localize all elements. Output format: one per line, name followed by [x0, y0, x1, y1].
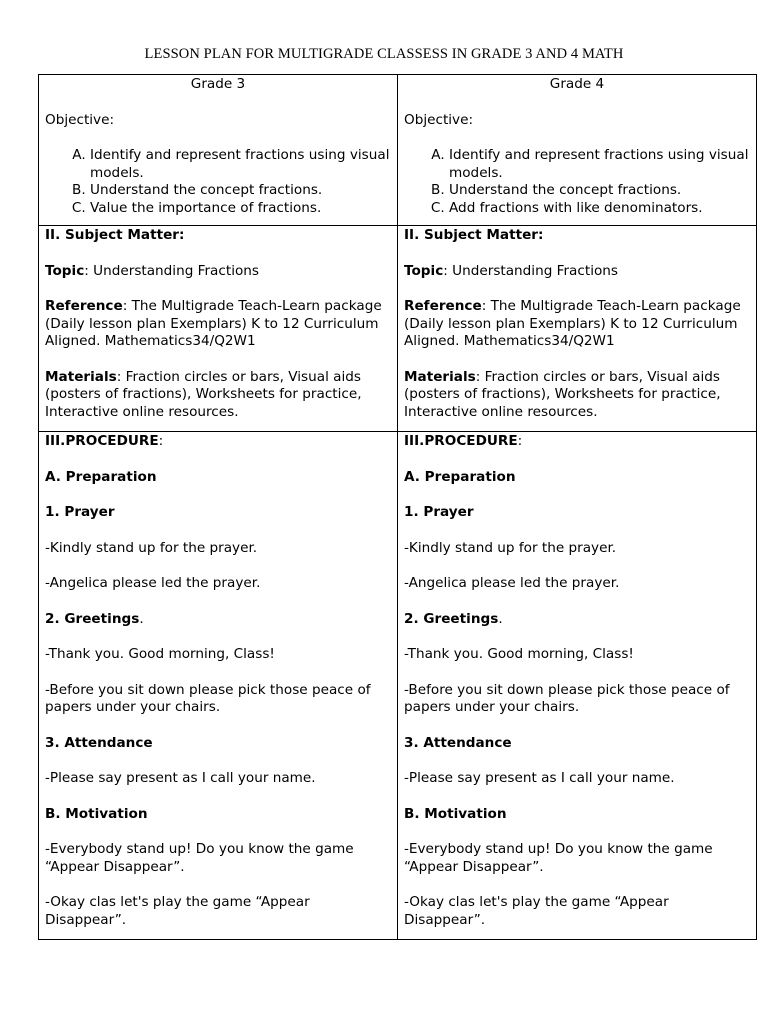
grade-3-objectives-cell — [39, 75, 398, 226]
grade-4-reference-label: Reference — [404, 298, 482, 314]
grade-4-motivation-line-1: -Everybody stand up! Do you know the game “Appear Disappear”. — [404, 841, 713, 875]
procedure-row — [39, 432, 757, 940]
grade-3-prayer-line-1: -Kindly stand up for the prayer. — [45, 539, 258, 556]
grade-3-objective-a: A. Identify and represent fractions using visual models. — [90, 147, 391, 182]
grade-3-reference-label: Reference — [45, 298, 123, 314]
grade-3-topic — [45, 263, 391, 281]
grade-3-topic-label: Topic — [45, 262, 85, 279]
grade-4-greetings-line-1: -Thank you. Good morning, Class! — [404, 646, 634, 662]
grade-3-procedure-cell — [39, 432, 398, 940]
grade-3-objective-c: C. Value the importance of fractions. — [90, 200, 391, 218]
grade-3-subject-matter-cell — [39, 226, 398, 432]
grade-4-topic-label: Topic — [404, 262, 444, 279]
grade-4-greetings-line-2: -Before you sit down please pick those peace of papers under your chairs. — [404, 681, 730, 715]
grade-4-objectives-cell — [398, 75, 757, 226]
grade-3-greetings-dot: . — [139, 610, 144, 627]
grade-4-greetings — [404, 611, 750, 629]
grade-3-attendance-heading: 3. Attendance — [45, 734, 153, 751]
grade-3-objective-label: Objective: — [45, 111, 115, 128]
grade-3-materials-value: : Fraction circles or bars, Visual aids (posters of fractions), Worksheets for practice, Interactive online resources. — [45, 368, 362, 420]
lesson-plan-table — [38, 74, 757, 940]
grade-4-motivation-heading: B. Motivation — [404, 805, 507, 822]
grade-4-heading: Grade 4 — [549, 76, 605, 92]
grade-4-objective-b: B. Understand the concept fractions. — [449, 182, 750, 200]
grade-4-greetings-heading: 2. Greetings — [404, 610, 499, 627]
grade-4-attendance-heading: 3. Attendance — [404, 734, 512, 751]
document-title: LESSON PLAN FOR MULTIGRADE CLASSESS IN GRADE 3 AND 4 MATH — [144, 46, 624, 62]
grade-3-reference-value: : The Multigrade Teach-Learn package (Daily lesson plan Exemplars) K to 12 Curriculum Aligned. Mathematics34/Q2W1 — [45, 298, 382, 349]
grade-3-motivation-line-1: -Everybody stand up! Do you know the game “Appear Disappear”. — [45, 841, 354, 875]
grade-3-greetings-line-1: -Thank you. Good morning, Class! — [45, 646, 275, 662]
grade-4-procedure-colon: : — [517, 433, 523, 449]
grade-3-attendance-line-1: -Please say present as I call your name. — [45, 770, 316, 786]
grade-4-attendance-line-1: -Please say present as I call your name. — [404, 770, 675, 786]
grade-4-materials-label: Materials — [404, 368, 476, 385]
grade-4-reference-value: : The Multigrade Teach-Learn package (Daily lesson plan Exemplars) K to 12 Curriculum Aligned. Mathematics34/Q2W1 — [404, 298, 741, 349]
grade-4-preparation-heading: A. Preparation — [404, 468, 516, 485]
grade-4-prayer-line-1: -Kindly stand up for the prayer. — [404, 539, 617, 556]
grade-3-preparation-heading: A. Preparation — [45, 468, 157, 485]
grade-4-reference — [404, 298, 750, 351]
grade-3-greetings — [45, 611, 391, 629]
grade-3-procedure-colon: : — [158, 433, 164, 449]
subject-matter-row — [39, 226, 757, 432]
grade-3-objective-list — [45, 147, 391, 217]
grade-4-materials-value: : Fraction circles or bars, Visual aids (posters of fractions), Worksheets for practice, Interactive online resources. — [404, 368, 721, 420]
grade-3-motivation-line-2: -Okay clas let's play the game “Appear Disappear”. — [45, 894, 310, 928]
grade-4-objective-list — [404, 147, 750, 217]
grade-4-topic — [404, 263, 750, 281]
grade-4-procedure-cell — [398, 432, 757, 940]
grade-4-prayer-heading: 1. Prayer — [404, 504, 474, 520]
grade-3-motivation-heading: B. Motivation — [45, 805, 148, 822]
grade-4-materials — [404, 369, 750, 422]
grade-4-objective-label: Objective: — [404, 111, 474, 128]
grade-3-prayer-line-2: -Angelica please led the prayer. — [45, 575, 261, 591]
grade-3-subject-matter-heading: II. Subject Matter: — [45, 227, 185, 243]
grade-4-objective-a: A. Identify and represent fractions using visual models. — [449, 147, 750, 182]
grade-4-procedure-heading — [404, 433, 750, 451]
grade-4-subject-matter-heading: II. Subject Matter: — [404, 227, 544, 243]
grade-3-procedure-label: III.PROCEDURE — [45, 433, 159, 449]
grade-3-topic-value: : Understanding Fractions — [84, 262, 259, 279]
grade-3-objective-b: B. Understand the concept fractions. — [90, 182, 391, 200]
grade-3-prayer-heading: 1. Prayer — [45, 504, 115, 520]
grade-3-greetings-line-2: -Before you sit down please pick those peace of papers under your chairs. — [45, 681, 371, 715]
grade-4-subject-matter-cell — [398, 226, 757, 432]
objectives-row — [39, 75, 757, 226]
grade-4-topic-value: : Understanding Fractions — [443, 262, 618, 279]
grade-3-greetings-heading: 2. Greetings — [45, 610, 140, 627]
grade-4-procedure-label: III.PROCEDURE — [404, 433, 518, 449]
grade-4-prayer-line-2: -Angelica please led the prayer. — [404, 575, 620, 591]
grade-4-greetings-dot: . — [498, 610, 503, 627]
grade-4-objective-c: C. Add fractions with like denominators. — [449, 200, 750, 218]
grade-3-materials — [45, 369, 391, 422]
grade-4-motivation-line-2: -Okay clas let's play the game “Appear Disappear”. — [404, 894, 669, 928]
grade-3-reference — [45, 298, 391, 351]
grade-3-materials-label: Materials — [45, 368, 117, 385]
grade-3-procedure-heading — [45, 433, 391, 451]
grade-3-heading: Grade 3 — [190, 76, 246, 92]
